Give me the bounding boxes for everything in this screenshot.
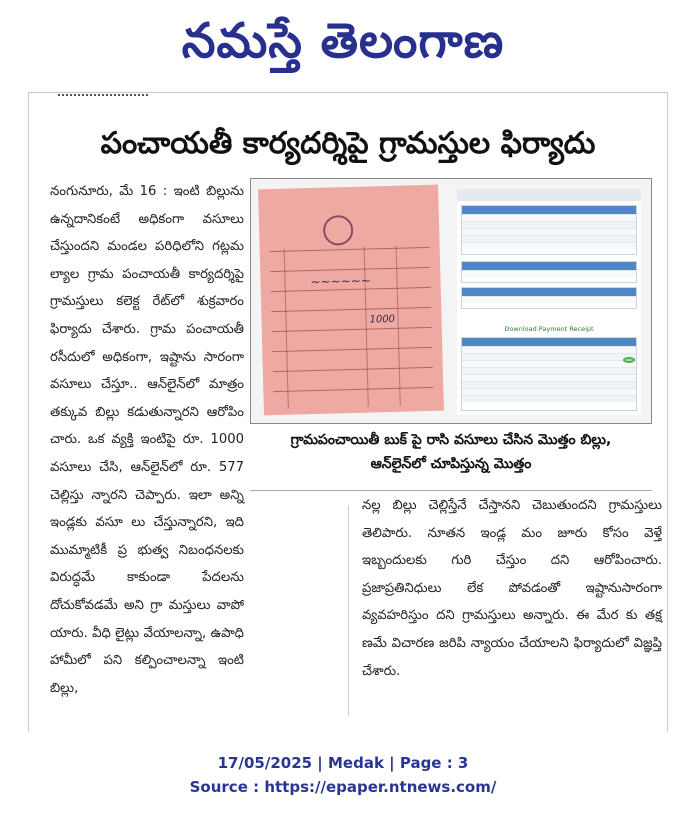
portal-row [462,296,636,303]
column-divider [348,506,349,716]
receipt-rule [272,327,432,332]
article-photo [250,178,652,424]
source-link[interactable]: Source : https://epaper.ntnews.com/ [189,778,497,796]
receipt-handwriting: ~~~~~~ [310,273,372,290]
portal-row [462,381,636,388]
portal-row [462,242,636,249]
decorative-dots [58,94,148,102]
portal-row [462,221,636,228]
portal-tab-bar [457,189,641,201]
article-body-left: నంగునూరు, మే 16 : ఇంటి బిల్లును ఉన్నదానికంటే అధికంగా వసూలు చేస్తుందని మండల పరిధిలోని గట్లమ ల్యాల గ్రామ పంచాయతీ కార్యదర్శిపై గ్రామస్తులు కలెక్ట రేట్‌లో శుక్రవారం ఫిర్యాదు చేశారు. గ్రామ పంచాయతీ రసీదులో అధికంగా, ఇష్టాను సారంగా వసూలు చేస్తూ.. ఆన్‌లైన్‌లో మాత్రం తక్కువ బిల్లు కడుతున్నారని ఆరోపిం చారు. ఒక వ్యక్తి ఇంటిపై రూ. 1000 వసూలు చేసి, ఆన్‌లైన్‌లో రూ. 577 చెల్లిస్తు న్నారని చెప్పారు. ఇలా అన్ని ఇండ్లకు వసూ లు చేస్తున్నారని, ఇది ముమ్మాటికీ ప్ర భుత్వ నిబంధనలకు విరుద్ధమే కాకుండా పేదలను దోచుకోవడమే అని గ్రా మస్తులు వాపో యారు. వీధి లైట్లు వేయాలన్నా, ఉపాధి హామీలో పని కల్పించాలన్నా ఇంటి బిల్లు, [50,184,244,696]
receipt-column-rule [396,246,401,406]
portal-arrears-panel [461,287,637,309]
photo-caption [250,428,652,484]
portal-panel-header [462,288,636,296]
download-receipt-link: Download Payment Receipt [504,325,594,333]
portal-row [462,353,636,360]
portal-row [462,388,636,395]
portal-property-panel [461,205,637,255]
portal-row [462,270,636,277]
portal-row [462,214,636,221]
caption-divider [250,490,652,491]
article-column-right [362,492,662,720]
receipt-rule [271,307,431,312]
portal-row [462,360,636,367]
portal-row [462,235,636,242]
receipt-rule [273,367,433,372]
portal-levied-panel [461,261,637,283]
portal-row [462,367,636,374]
masthead-title: నమస్తే తెలంగాణ [181,13,505,69]
article-headline: పంచాయతీ కార్యదర్శిపై గ్రామస్తుల ఫిర్యాదు [100,126,596,161]
highlight-mark-icon [623,357,635,363]
portal-panel-header [462,206,636,214]
receipt-column-rule [284,249,289,409]
portal-panel-header [462,262,636,270]
receipt-seal-icon [323,215,354,246]
edition-info: 17/05/2025 | Medak | Page : 3 [217,754,469,772]
photo-caption-line-2: ఆన్‌లైన్‌లో చూపిస్తున్న మొత్తం [370,456,532,472]
receipt-amount: 1000 [369,313,396,326]
portal-payments-panel [461,337,637,411]
receipt-rule [270,247,430,252]
article-column-left [50,178,244,726]
receipt-rule [270,267,430,272]
article-body-right: నల్ల బిల్లు చెల్లిస్తేనే చేస్తానని చెబుతుందని గ్రామస్తులు తెలిపారు. నూతన ఇండ్ల మం జూరు కోసం వెళ్తే ఇబ్బందులకు గురి చేస్తుం దని ఆరోపించారు. ప్రజాప్రతినిధులు లేక పోవడంతో ఇష్టానుసారంగా వ్యవహరిస్తుం దని గ్రామస్తులు అన్నారు. ఈ మేర కు తక్ష ణమే విచారణ జరిపి న్యాయం చేయాలని ఫిర్యాదులో విజ్ఞప్తి చేశారు. [362,498,662,679]
receipt-column-rule [364,247,369,407]
portal-row [462,346,636,353]
receipt-rule [272,347,432,352]
portal-panel-header [462,338,636,346]
portal-row [462,395,636,402]
receipt-image [258,185,444,416]
online-portal-screenshot [457,189,641,415]
portal-row [462,374,636,381]
receipt-rule [273,387,433,392]
photo-caption-line-1: గ్రామపంచాయితీ బుక్ పై రాసి వసూలు చేసిన మొత్తం బిల్లు, [290,432,612,448]
portal-row [462,228,636,235]
